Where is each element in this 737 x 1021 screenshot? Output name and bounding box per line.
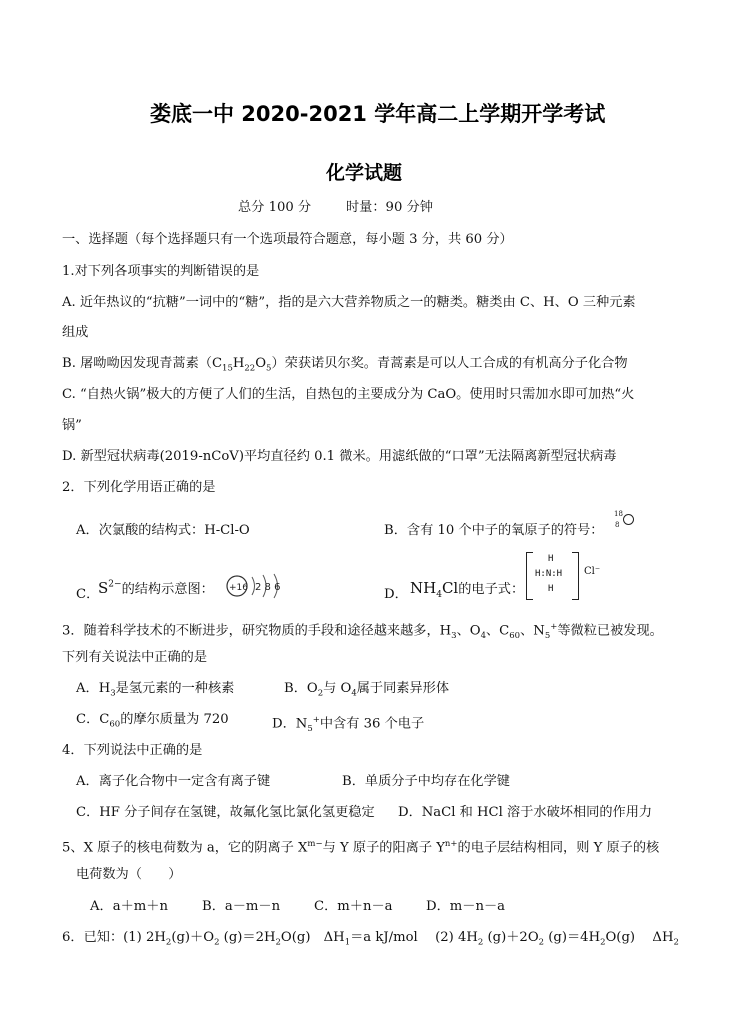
q1-stem: 1.对下列各项事实的判断错误的是 xyxy=(62,264,260,279)
q1-option-c: C. “自热火锅”极大的方便了人们的生活，自热包的主要成分为 CaO。使用时只需加水即可加热“火 xyxy=(62,387,635,402)
right-bracket xyxy=(572,552,579,600)
q2-option-b: B．含有 10 个中子的氧原子的符号： xyxy=(384,523,604,538)
section-heading: 一、选择题（每个选择题只有一个选项最符合题意，每小题 3 分，共 60 分） xyxy=(62,232,513,247)
q6-stem: 6．已知：(1) $2H_2(g)+O_2$ $(g)=2H_2O(g)$ $\Delta H_1=a$ kJ/mol (2) $4H_2$ $(g)+2O_2$ $(g)=4H_2O(g)$ $\Delta H_2$ xyxy=(62,930,679,948)
total-score: 总分 100 分 xyxy=(238,200,312,215)
oxygen-isotope-symbol: 18 8 xyxy=(614,510,644,536)
sulfide-structure-diagram xyxy=(224,572,296,602)
oxygen-circle-icon xyxy=(623,514,634,525)
q3-stem-cont: 下列有关说法中正确的是 xyxy=(62,650,208,665)
exam-time: 时量：90 分钟 xyxy=(346,200,433,215)
q5-option-c: C．m＋n－a xyxy=(314,899,393,914)
ammonium-electron-formula: H H:N:H H Cl⁻ xyxy=(526,552,608,600)
q4-stem: 4．下列说法中正确的是 xyxy=(62,743,203,758)
q2-stem: 2．下列化学用语正确的是 xyxy=(62,480,216,495)
sulfide-ion: $S^{2-}$的结构示意图： xyxy=(98,579,214,597)
q1-option-a-cont: 组成 xyxy=(62,325,89,340)
q4-option-b: B．单质分子中均存在化学键 xyxy=(342,774,510,789)
q5-stem: 5、X 原子的核电荷数为 a，它的阴离子 $X^{m-}$与 Y 原子的阳离子 $Y^{n+}$的电子层结构相同，则 Y 原子的核 xyxy=(62,839,660,856)
ammonium-chloride-formula: $NH_4Cl$的电子式： xyxy=(410,579,525,601)
page-subtitle: 化学试题 xyxy=(326,162,403,184)
nucleus-charge: +16 xyxy=(229,583,248,593)
q5-option-b: B．a－m－n xyxy=(202,899,281,914)
q4-option-a: A．离子化合物中一定含有离子键 xyxy=(76,774,271,789)
q5-option-a: A．a＋m＋n xyxy=(90,899,168,914)
q3-stem: 3．随着科学技术的不断进步，研究物质的手段和途径越来越多，$H_3$、$O_4$、$C_{60}$、$N_5^+$等微粒已被发现。 xyxy=(62,622,663,642)
q4-option-c: C．HF 分子间存在氢键，故氟化氢比氯化氢更稳定 xyxy=(76,805,375,820)
q1-option-d: D. 新型冠状病毒(2019-nCoV)平均直径约 0.1 微米。用滤纸做的“口罩”无法隔离新型冠状病毒 xyxy=(62,449,617,464)
electron-shells: 2 8 6 xyxy=(255,582,281,593)
q4-option-d: D．NaCl 和 HCl 溶于水破坏相同的作用力 xyxy=(398,805,653,820)
q3-option-a: A．$H_3$是氢元素的一种核素 xyxy=(76,681,235,699)
q2-option-d-label: D． xyxy=(384,587,408,602)
q5-option-d: D．m－n－a xyxy=(426,899,505,914)
q2-option-c-label: C． xyxy=(76,587,100,602)
q3-option-c: C．$C_{60}$的摩尔质量为 720 xyxy=(76,712,229,730)
q3-option-d: D．$N_5^+$中含有 36 个电子 xyxy=(272,715,425,735)
q3-option-b: B．$O_2$与 $O_4$属于同素异形体 xyxy=(284,681,450,699)
q2-option-a: A．次氯酸的结构式：H-Cl-O xyxy=(76,523,250,538)
q1-option-a: A. 近年热议的“抗糖”一词中的“糖”，指的是六大营养物质之一的糖类。糖类由 C、H、O 三种元素 xyxy=(62,295,636,310)
q5-stem-cont: 电荷数为（ ） xyxy=(76,867,182,882)
page-title: 娄底一中 2020-2021 学年高二上学期开学考试 xyxy=(150,102,606,126)
left-bracket xyxy=(526,552,533,600)
q1-option-b: B. 屠呦呦因发现青蒿素$(C_{15}H_{22}O_5)$荣获诺贝尔奖。青蒿素是可以人工合成的有机高分子化合物 xyxy=(62,356,628,374)
q1-option-c-cont: 锅” xyxy=(62,418,82,433)
